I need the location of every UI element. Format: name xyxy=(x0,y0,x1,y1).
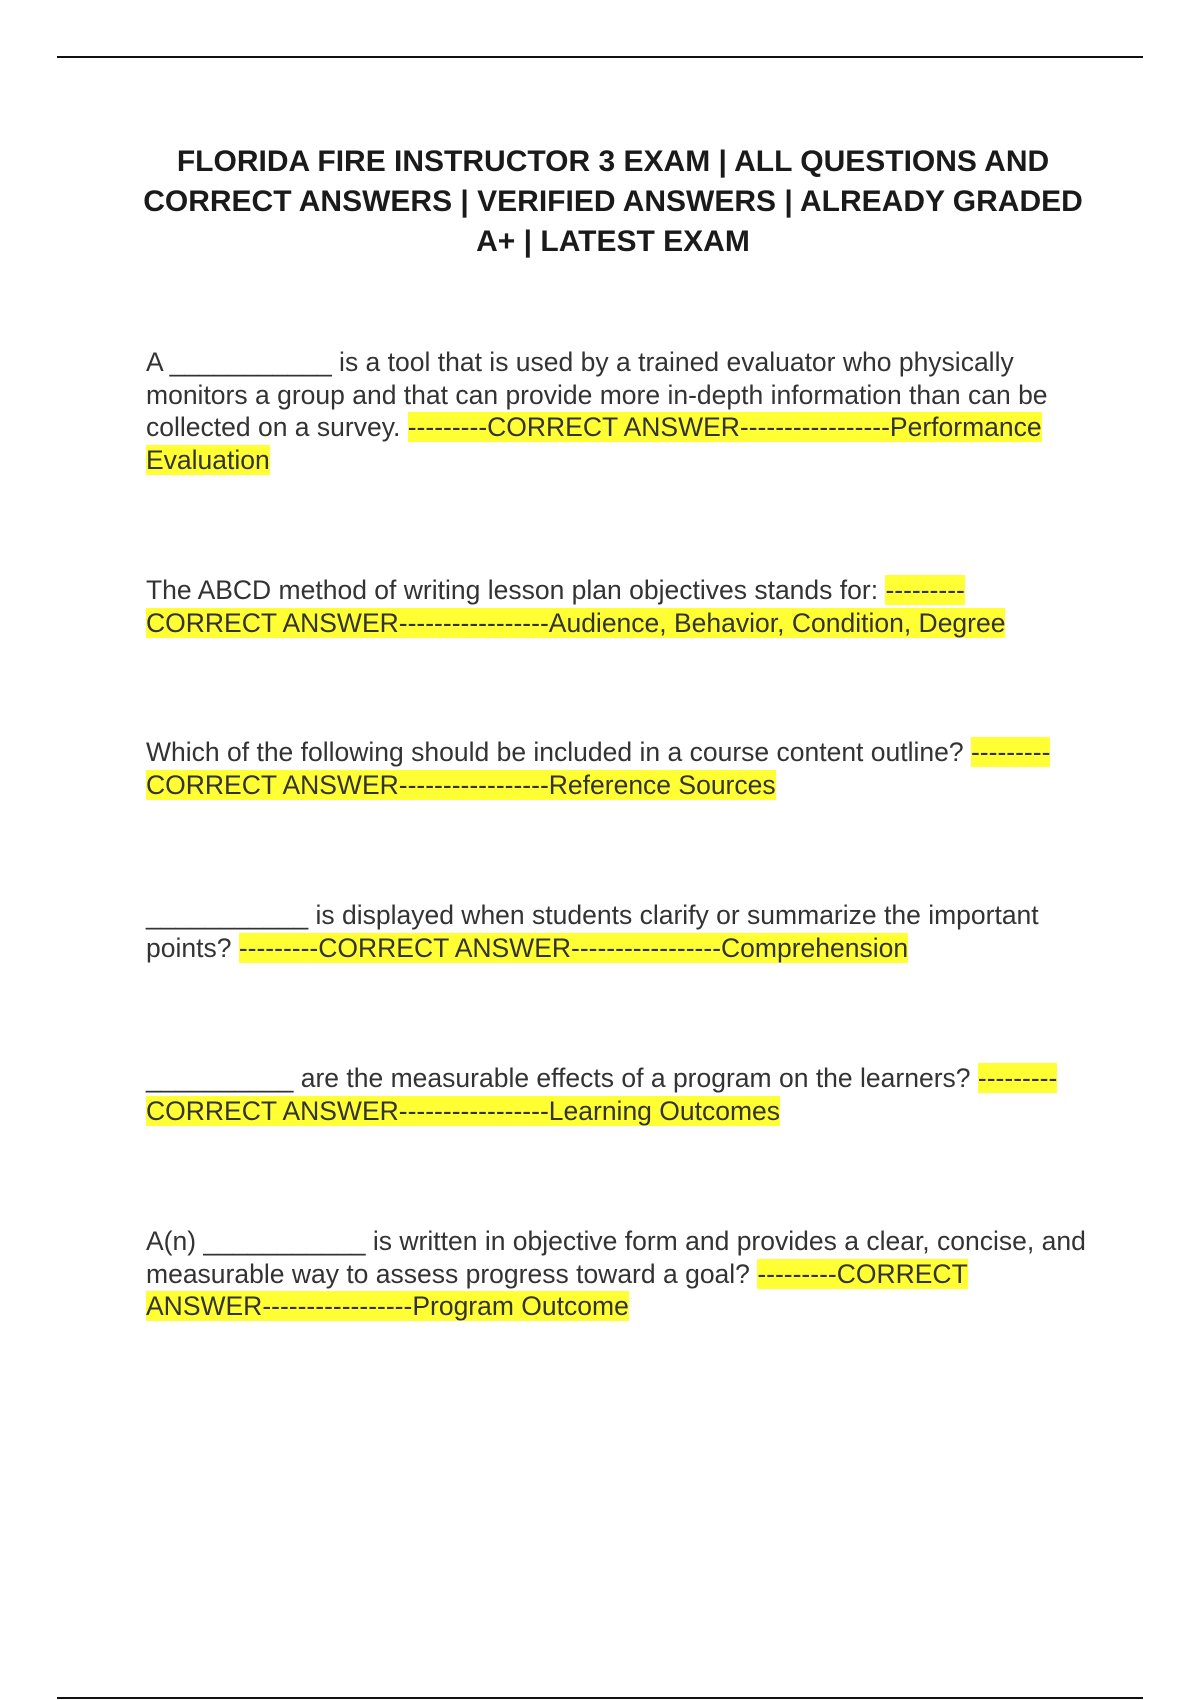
qa-item-2 xyxy=(146,574,1086,639)
question-text: ___________ is displayed when students clarify or summarize the important points? xyxy=(146,900,1039,963)
qa-item-1 xyxy=(146,346,1086,476)
footer-rule xyxy=(57,1697,1143,1699)
question-text: A ___________ is a tool that is used by a trained evaluator who physically monitors a group and that can provide more in-depth information than can be collected on a survey. xyxy=(146,347,1048,442)
answer-highlight: ---------CORRECT ANSWER-----------------Audience, Behavior, Condition, Degree xyxy=(146,575,1006,638)
answer-highlight: ---------CORRECT ANSWER-----------------Comprehension xyxy=(238,932,909,963)
answer-highlight: ---------CORRECT ANSWER-----------------Reference Sources xyxy=(146,737,1051,800)
qa-item-3 xyxy=(146,736,1086,801)
qa-item-6 xyxy=(146,1225,1086,1323)
question-text: A(n) ___________ is written in objective form and provides a clear, concise, and measurable way to assess progress toward a goal? xyxy=(146,1226,1086,1289)
answer-highlight: ---------CORRECT ANSWER-----------------Learning Outcomes xyxy=(146,1063,1058,1126)
header-rule xyxy=(57,56,1143,58)
document-title: FLORIDA FIRE INSTRUCTOR 3 EXAM | ALL QUESTIONS AND CORRECT ANSWERS | VERIFIED ANSWERS | ALREADY GRADED A+ | LATEST EXAM xyxy=(143,145,1083,258)
qa-item-5 xyxy=(146,1062,1086,1127)
question-text: The ABCD method of writing lesson plan objectives stands for: xyxy=(146,575,879,605)
answer-highlight: ---------CORRECT ANSWER-----------------Program Outcome xyxy=(146,1258,968,1321)
answer-highlight: ---------CORRECT ANSWER-----------------Performance Evaluation xyxy=(146,412,1042,475)
question-text: __________ are the measurable effects of a program on the learners? xyxy=(146,1063,971,1093)
qa-item-4 xyxy=(146,899,1086,964)
question-text: Which of the following should be included in a course content outline? xyxy=(146,737,964,767)
